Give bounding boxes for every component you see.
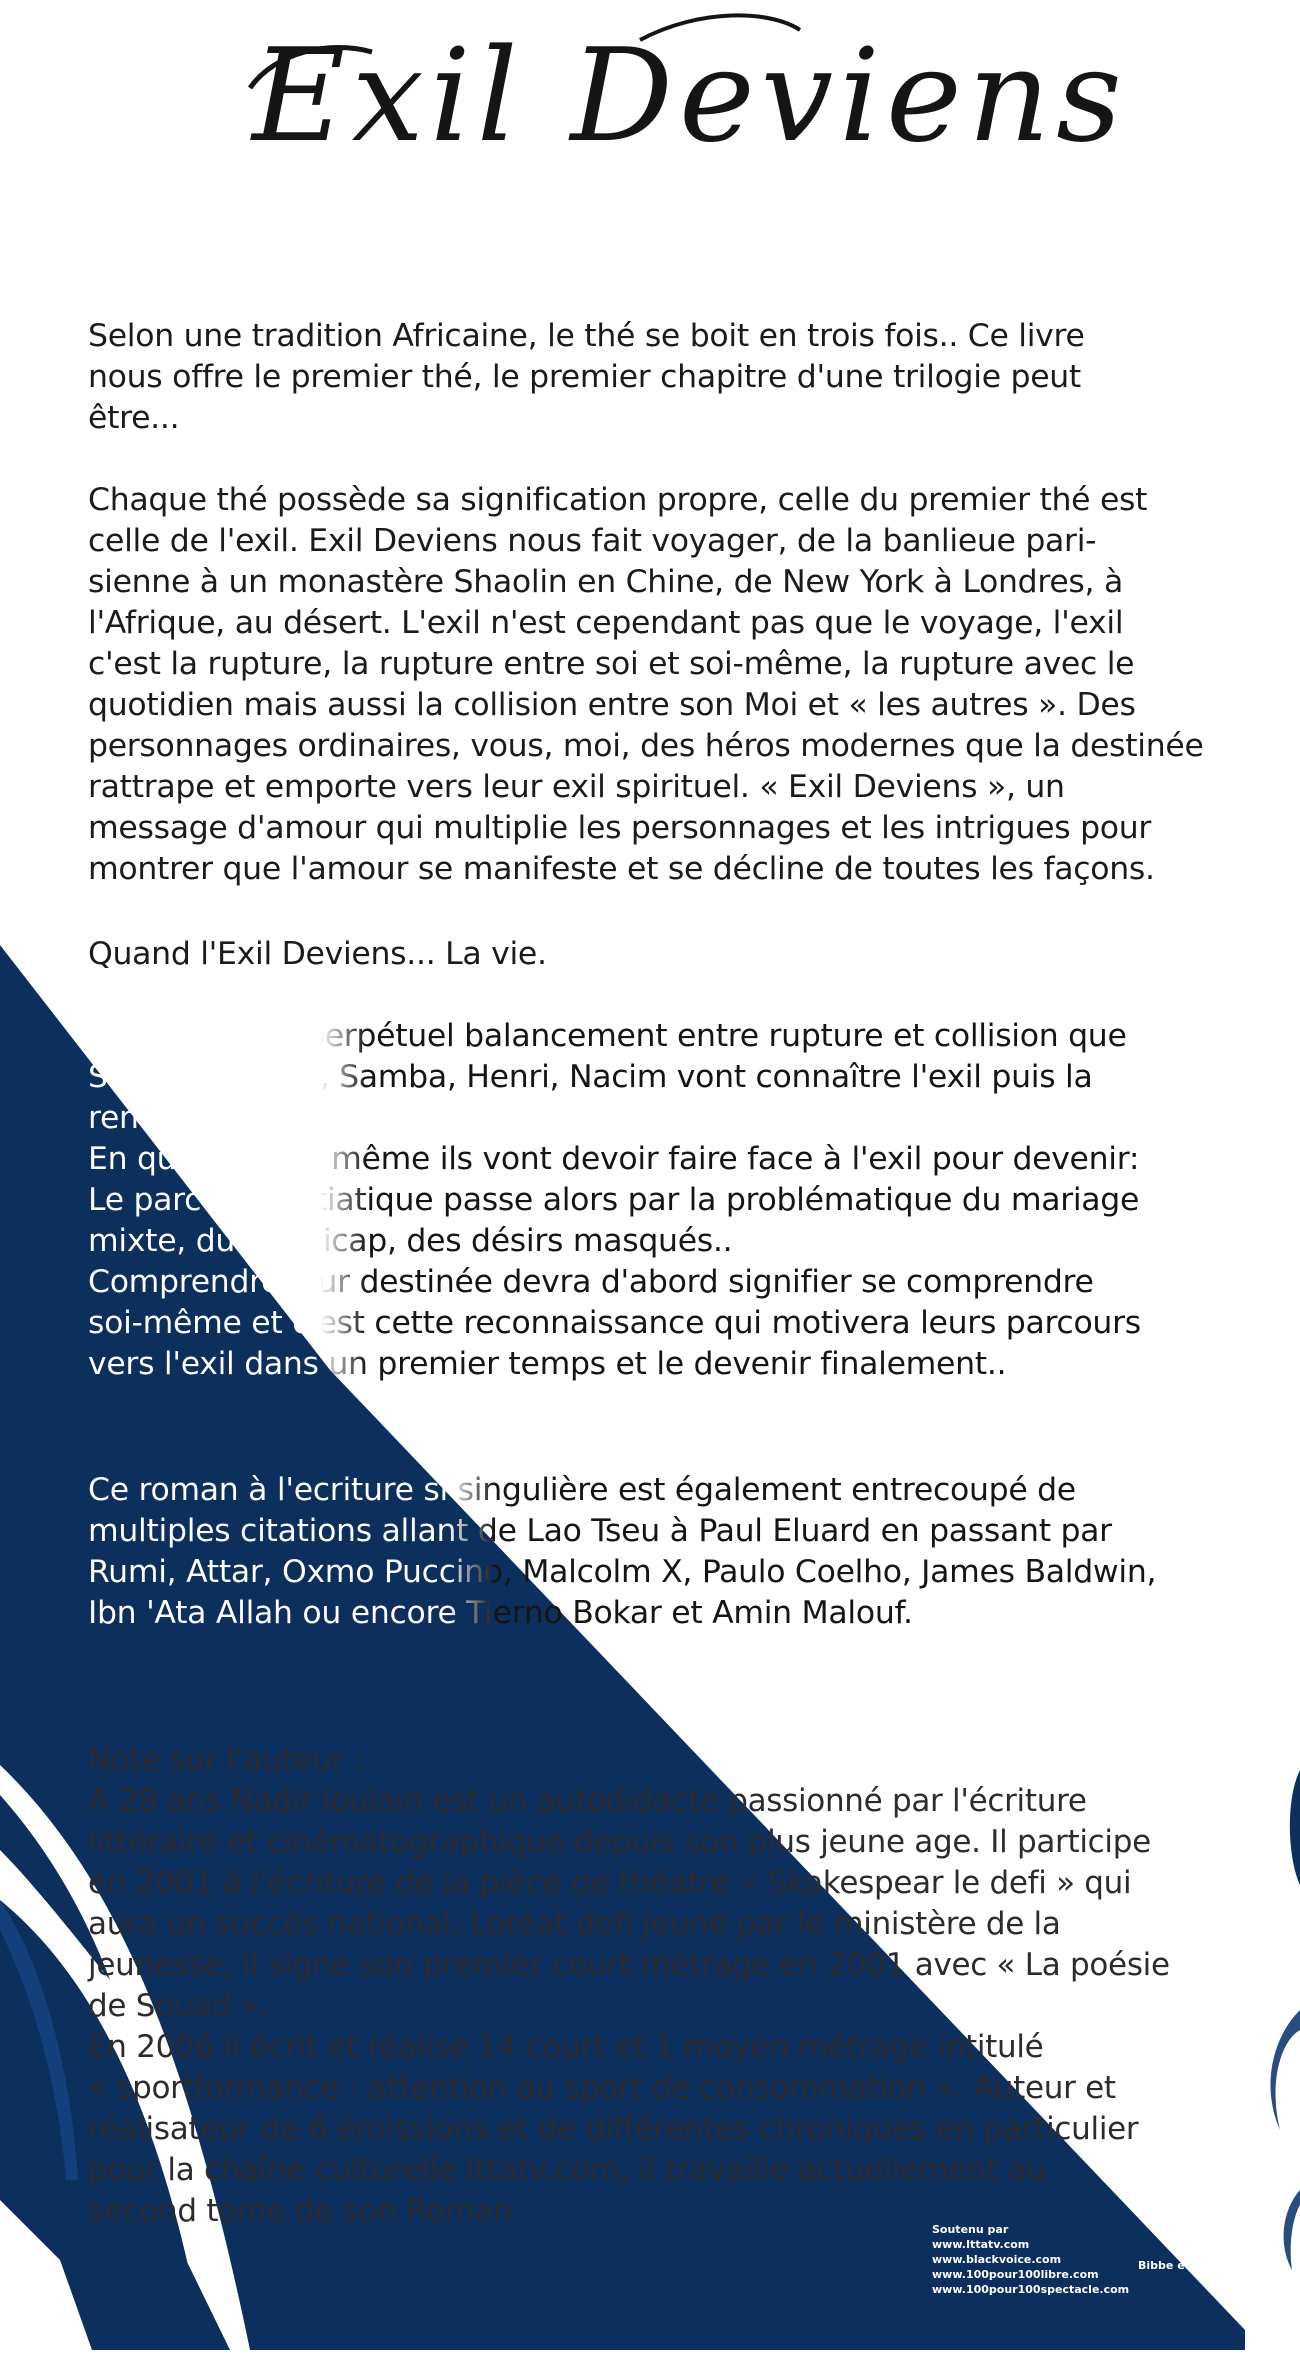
paragraph-balance: C'est dans ce perpétuel balancement entre rupture et collision que Sana, Fatimata, Samba, Henri, Nacim vont connaître l'exil puis la renaissance.. En quête d'eux même ils vont devoir faire face à l'exil pour devenir: Le parcours initiatique passe alors par la problématique du mariage mixte, du handicap, des désirs masqués.. Comprendre leur destinée devra d'abord signifier se comprendre soi-même et c'est cette reconnaissance qui motivera leurs parcours vers l'exil dans un premier temps et le devenir finalement.. <box>88 1016 1248 1385</box>
paragraph-author-note: Note sur l'auteur : A 28 ans Nadir Ioulain est un autodidacte passionné par l'écriture littéraire et cinématographique depuis son plus jeune age. Il participe en 2001 à l'écriture de la pièce de théatre « Skakespear le defi » qui aura un succès national. Loréat defi jeune par le ministère de la jeunesse, il signe son premier court métrage en 2001 avec « La poésie de Souad ». En 2006 il écrit et réalise 14 court et 1 moyen métrage intitulé « sportformance : attention au sport de consommation ». Auteur et réalisateur de 6 émissions et de différentes chroniques en particulier pour la chaîne culturelle Ittatv.com, il travaille actuellement au second tome de son Roman. <box>88 1742 1170 2229</box>
sponsor-link[interactable]: www.blackvoice.com <box>932 2253 1062 2266</box>
sponsor-link[interactable]: www.100pour100spectacle.com <box>932 2283 1130 2296</box>
book-title <box>0 0 1300 190</box>
sponsor-link[interactable]: www.Ittatv.com <box>932 2238 1030 2251</box>
paragraph-citations: Ce roman à l'ecriture si singulière est également entrecoupé de multiples citations allant de Lao Tseu à Paul Eluard en passant par Rumi, Attar, Oxmo Puccino, Malcolm X, Paulo Coelho, James Baldwin, Ibn 'Ata Allah ou encore Tierno Bokar et Amin Malouf. <box>88 1470 1248 1634</box>
right-edge-curve-bottom <box>1284 2190 1300 2270</box>
paragraph-intro: Selon une tradition Africaine, le thé se boit en trois fois.. Ce livre nous offre le premier thé, le premier chapitre d'une trilogie peut être... <box>88 318 1085 436</box>
sponsors-heading: Soutenu par <box>932 2223 1009 2236</box>
right-edge-curve-upper <box>1290 1770 1300 1885</box>
paragraph-quand: Quand l'Exil Deviens... La vie. <box>88 936 547 972</box>
paragraph-exile: Chaque thé possède sa signification propre, celle du premier thé est celle de l'exil. Exil Deviens nous fait voyager, de la banlieue pari- sienne à un monastère Shaolin en Chine, de New York à Londres, à l'Afrique, au désert. L'exil n'est cependant pas que le voyage, l'exil c'est la rupture, la rupture entre soi et soi-même, la rupture avec le quotidien mais aussi la collision entre son Moi et « les autres ». Des personnages ordinaires, vous, moi, des héros modernes que la destinée rattrape et emporte vers leur exil spirituel. « Exil Deviens », un message d'amour qui multiplie les personnages et les intrigues pour montrer que l'amour se manifeste et se décline de toutes les façons. <box>88 482 1204 887</box>
book-title-text: Exil Deviens <box>252 22 1128 171</box>
right-edge-curve-lower <box>1270 2010 1300 2130</box>
sponsor-link[interactable]: www.100pour100libre.com <box>932 2268 1099 2281</box>
publisher-label: Bibbe editions <box>1138 2259 1228 2272</box>
